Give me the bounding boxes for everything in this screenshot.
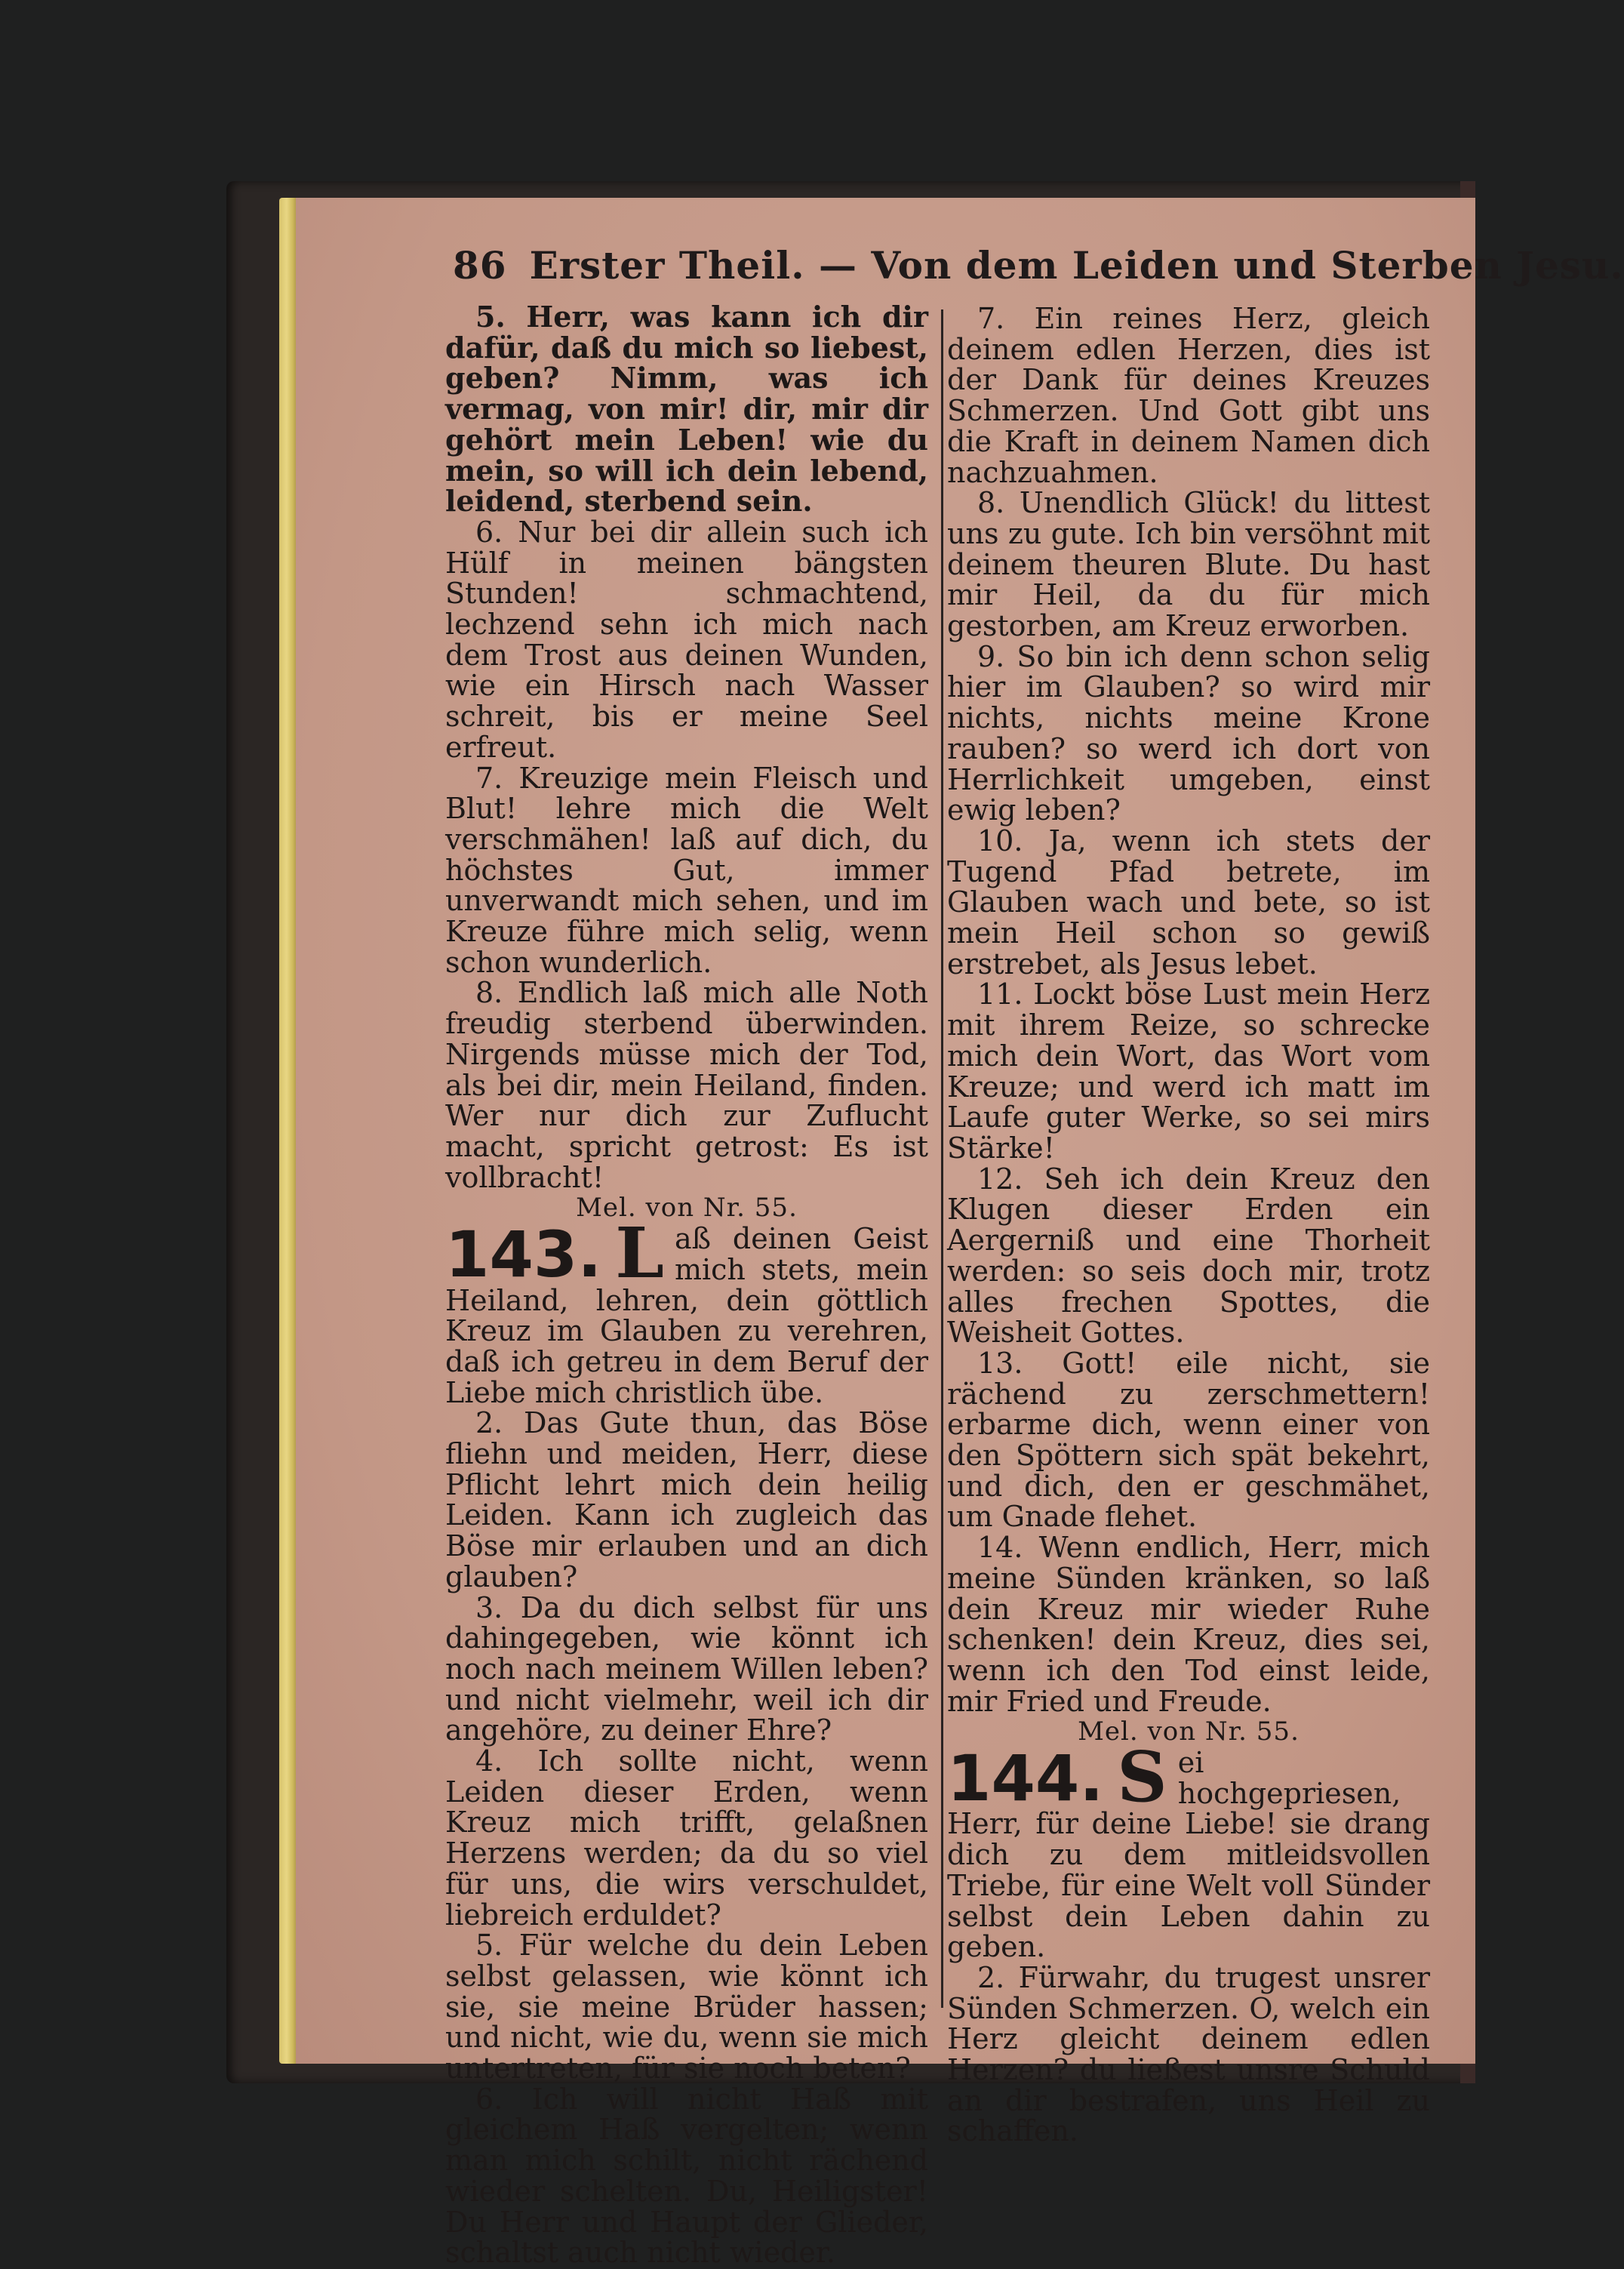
page-number: 86 — [453, 243, 507, 288]
verse: 14. Wenn endlich, Herr, mich meine Sünden kränken, so laß dein Kreuz mir wieder Ruhe schenken! dein Kreuz, dies sei, wenn ich den Tod einst leide, mir Fried und Freude. — [947, 1531, 1430, 1718]
verse: 10. Ja, wenn ich stets der Tugend Pfad betrete, im Glauben wach und bete, so ist mein Heil schon so gewiß erstrebet, als Jesus lebet. — [947, 824, 1430, 981]
left-column — [445, 302, 928, 2268]
verse: 5. Für welche du dein Leben selbst gelassen, wie könnt ich sie, sie meine Brüder hassen; und nicht, wie du, wenn sie mich untertreten, für sie noch beten? — [445, 1929, 928, 2086]
verse: 9. So bin ich denn schon selig hier im Glauben? so wird mir nichts, nichts meine Krone rauben? so werd ich dort von Herrlichkeit umgeben, einst ewig leben? — [947, 639, 1430, 827]
verse: 13. Gott! eile nicht, sie rächend zu zerschmettern! erbarme dich, wenn einer von den Spöttern sich spät bekehrt, und dich, den er geschmähet, um Gnade flehet. — [947, 1346, 1430, 1534]
running-header — [453, 243, 1624, 291]
drop-capital: L — [615, 1212, 664, 1295]
verse: 2. Das Gute thun, das Böse fliehn und meiden, Herr, diese Pflicht lehrt mich dein heilig Leiden. Kann ich zugleich das Böse mir erlauben und an dich glauben? — [445, 1406, 928, 1593]
hymn-144 — [947, 1736, 1430, 1964]
verse: 8. Endlich laß mich alle Noth freudig sterbend überwinden. Nirgends müsse mich der Tod, als bei dir, mein Heiland, finden. Wer nur dich zur Zuflucht macht, spricht getrost: Es ist vollbracht! — [445, 976, 928, 1194]
hymn-first-verse: ei hochgepriesen, Herr, für deine Liebe! sie drang dich zu dem mitleidsvollen Triebe, für eine Welt voll Sünder selbst dein Leben dahin zu geben. — [947, 1746, 1430, 1964]
verse: 7. Kreuzige mein Fleisch und Blut! lehre mich die Welt verschmähen! laß auf dich, du höchstes Gut, immer unverwandt mich sehen, und im Kreuze führe mich selig, wenn schon wunderlich. — [445, 761, 928, 979]
header-title: Erster Theil. — Von dem Leiden und Sterben Jesu. — [529, 243, 1624, 288]
hymn-143 — [445, 1212, 928, 1409]
hymn-first-verse: aß deinen Geist mich stets, mein Heiland, lehren, dein göttlich Kreuz im Glauben zu verehren, daß ich getreu in dem Beruf der Liebe mich christlich übe. — [445, 1222, 928, 1409]
verse: 6. Ich will nicht Haß mit gleichem Haß vergelten; wenn man mich schilt, nicht rächend wieder schelten. Du, Heiligster! Du Herr und Haupt der Glieder, schaltst auch nicht wieder. — [445, 2082, 928, 2269]
hymn-number: 144. — [947, 1741, 1104, 1816]
verse: 5. Herr, was kann ich dir dafür, daß du mich so liebest, geben? Nimm, was ich vermag, von mir! dir, mir dir gehört mein Leben! wie du mein, so will ich dein lebend, leidend, sterbend sein. — [445, 300, 928, 519]
column-divider — [941, 309, 943, 2008]
verse: 11. Lockt böse Lust mein Herz mit ihrem Reize, so schrecke mich dein Wort, das Wort vom Kreuze; und werd ich matt im Laufe guter Werke, so sei mirs Stärke! — [947, 977, 1430, 1165]
verse: 8. Unendlich Glück! du littest uns zu gute. Ich bin versöhnt mit deinem theuren Blute. Du hast mir Heil, da du für mich gestorben, am Kreuz erworben. — [947, 486, 1430, 643]
melody-reference: Mel. von Nr. 55. — [576, 1193, 798, 1224]
drop-capital: S — [1117, 1736, 1167, 1818]
right-column — [947, 303, 1430, 2147]
verse: 3. Da du dich selbst für uns dahingegeben, wie könnt ich noch nach meinem Willen leben? und nicht vielmehr, weil ich dir angehöre, zu deiner Ehre? — [445, 1590, 928, 1747]
verse: 6. Nur bei dir allein such ich Hülf in meinen bängsten Stunden! schmachtend, lechzend sehn ich mich nach dem Trost aus deinen Wunden, wie ein Hirsch nach Wasser schreit, bis er meine Seel erfreut. — [445, 515, 928, 764]
hymn-number: 143. — [445, 1218, 602, 1292]
melody-reference: Mel. von Nr. 55. — [1078, 1716, 1300, 1747]
verse: 2. Fürwahr, du trugest unsrer Sünden Schmerzen. O, welch ein Herz gleicht deinem edlen Herzen? du ließest unsre Schuld an dir bestrafen, uns Heil zu schaffen. — [947, 1960, 1430, 2148]
verse: 12. Seh ich dein Kreuz den Klugen dieser Erden ein Aergerniß und eine Thorheit werden: so seis doch mir, trotz alles frechen Spottes, die Weisheit Gottes. — [947, 1162, 1430, 1350]
verse: 7. Ein reines Herz, gleich deinem edlen Herzen, dies ist der Dank für deines Kreuzes Schmerzen. Und Gott gibt uns die Kraft in deinem Namen dich nachzuahmen. — [947, 302, 1430, 489]
verse: 4. Ich sollte nicht, wenn Leiden dieser Erden, wenn Kreuz mich trifft, gelaßnen Herzens werden; da du so viel für uns, die wirs verschuldet, liebreich erduldet? — [445, 1744, 928, 1932]
